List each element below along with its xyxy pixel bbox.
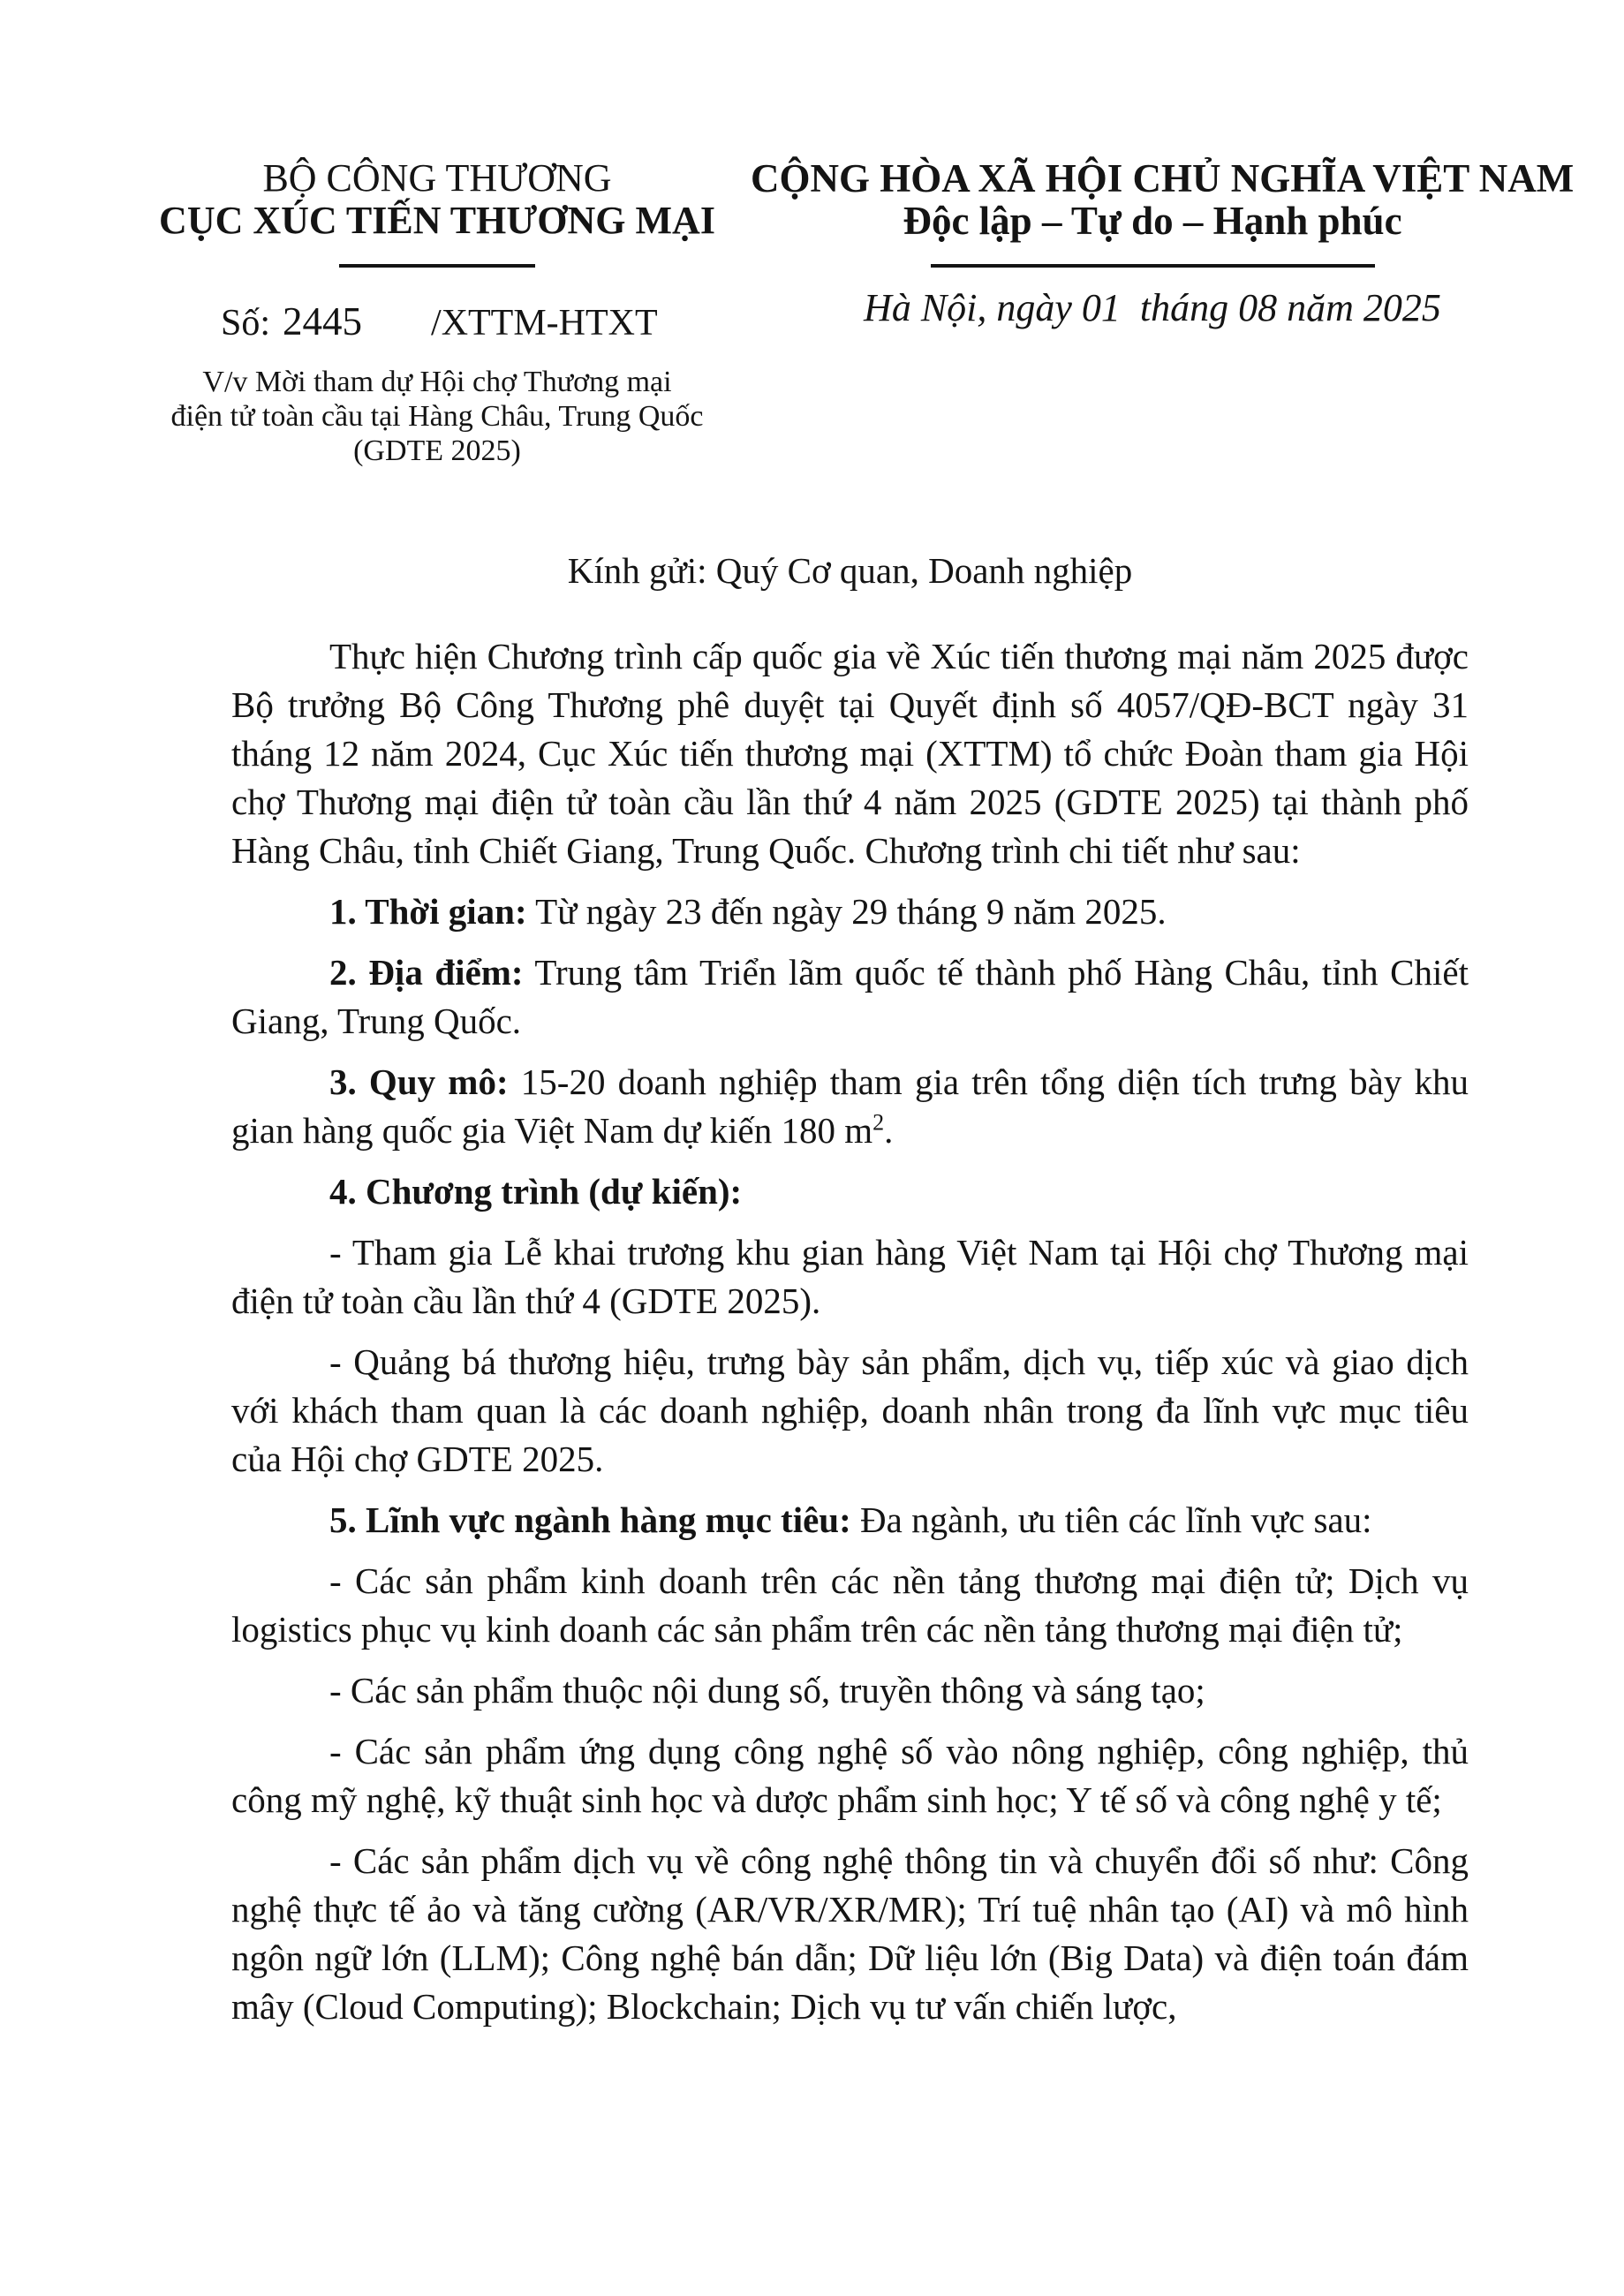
subject-line: V/v Mời tham dự Hội chợ Thương mại: [202, 366, 672, 398]
paragraph-heading: 1. Thời gian:: [329, 891, 527, 932]
letter-body: [231, 0, 1469, 2031]
body-paragraph: [231, 1727, 1469, 1824]
salutation: Kính gửi: Quý Cơ quan, Doanh nghiệp: [567, 550, 1133, 591]
body-paragraph: [231, 887, 1469, 936]
superscript: 2: [872, 1109, 885, 1136]
paragraph-text: .: [884, 1110, 894, 1151]
agency-name: CỤC XÚC TIẾN THƯƠNG MẠI: [159, 199, 715, 242]
subject-line: (GDTE 2025): [353, 434, 521, 467]
parent-org-name: BỘ CÔNG THƯƠNG: [262, 156, 612, 200]
paragraph-heading: 5. Lĩnh vực ngành hàng mục tiêu:: [329, 1499, 851, 1540]
body-paragraph: [231, 632, 1469, 875]
document-number-label: Số:: [221, 303, 271, 344]
paragraph-heading: 4. Chương trình (dự kiến):: [329, 1171, 743, 1212]
body-paragraph: [231, 1338, 1469, 1484]
subject-line: điện tử toàn cầu tại Hàng Châu, Trung Quốc: [170, 400, 704, 433]
body-paragraph: [231, 948, 1469, 1046]
paragraph-text: Đa ngành, ưu tiên các lĩnh vực sau:: [850, 1499, 1372, 1540]
paragraph-text: 15-20 doanh nghiệp tham gia trên tổng diện tích trưng bày khu gian hàng quốc gia Việt Nam dự kiến 180 m: [231, 1061, 1469, 1151]
nation-motto: Độc lập – Tự do – Hạnh phúc: [903, 199, 1402, 243]
paragraph-text: Từ ngày 23 đến ngày 29 tháng 9 năm 2025.: [526, 891, 1167, 932]
paragraph-text: - Quảng bá thương hiệu, trưng bày sản phẩm, dịch vụ, tiếp xúc và giao dịch với khách tham quan là các doanh nghiệp, doanh nhân trong đa lĩnh vực mục tiêu của Hội chợ GDTE 2025.: [231, 1341, 1469, 1479]
paragraph-text: Trung tâm Triển lãm quốc tế thành phố Hàng Châu, tỉnh Chiết Giang, Trung Quốc.: [231, 952, 1469, 1041]
paragraph-heading: 3. Quy mô:: [329, 1061, 509, 1102]
body-paragraph: [231, 1666, 1469, 1715]
paragraph-text: - Tham gia Lễ khai trương khu gian hàng Việt Nam tại Hội chợ Thương mại điện tử toàn cầu lần thứ 4 (GDTE 2025).: [231, 1232, 1469, 1321]
place-date-line: Hà Nội, ngày 01 tháng 08 năm 2025: [864, 286, 1441, 329]
body-paragraph: [231, 1167, 1469, 1216]
paragraph-heading: 2. Địa điểm:: [329, 952, 524, 993]
document-number-value: 2445: [283, 299, 363, 344]
nation-title: CỘNG HÒA XÃ HỘI CHỦ NGHĨA VIỆT NAM: [751, 156, 1575, 200]
body-paragraph: [231, 1228, 1469, 1325]
body-paragraph: [231, 1496, 1469, 1545]
paragraph-text: - Các sản phẩm kinh doanh trên các nền tảng thương mại điện tử; Dịch vụ logistics phục vụ kinh doanh các sản phẩm trên các nền tảng thương mại điện tử;: [231, 1560, 1469, 1650]
body-paragraph: [231, 1837, 1469, 2031]
document-number-suffix: /XTTM-HTXT: [431, 303, 658, 344]
body-paragraph: [231, 1058, 1469, 1155]
body-paragraph: [231, 1557, 1469, 1654]
paragraph-text: Thực hiện Chương trình cấp quốc gia về Xúc tiến thương mại năm 2025 được Bộ trưởng Bộ Công Thương phê duyệt tại Quyết định số 4057/QĐ-BCT ngày 31 tháng 12 năm 2024, Cục Xúc tiến thương mại (XTTM) tổ chức Đoàn tham gia Hội chợ Thương mại điện tử toàn cầu lần thứ 4 năm 2025 (GDTE 2025) tại thành phố Hàng Châu, tỉnh Chiết Giang, Trung Quốc. Chương trình chi tiết như sau:: [231, 636, 1469, 871]
paragraph-text: - Các sản phẩm thuộc nội dung số, truyền thông và sáng tạo;: [329, 1670, 1205, 1711]
paragraph-text: - Các sản phẩm ứng dụng công nghệ số vào nông nghiệp, công nghiệp, thủ công mỹ nghệ, kỹ thuật sinh học và dược phẩm sinh học; Y tế số và công nghệ y tế;: [231, 1731, 1469, 1820]
paragraph-text: - Các sản phẩm dịch vụ về công nghệ thông tin và chuyển đổi số như: Công nghệ thực tế ảo và tăng cường (AR/VR/XR/MR); Trí tuệ nhân tạo (AI) và mô hình ngôn ngữ lớn (LLM); Công nghệ bán dẫn; Dữ liệu lớn (Big Data) và điện toán đám mây (Cloud Computing); Blockchain; Dịch vụ tư vấn chiến lược,: [231, 1840, 1469, 2027]
